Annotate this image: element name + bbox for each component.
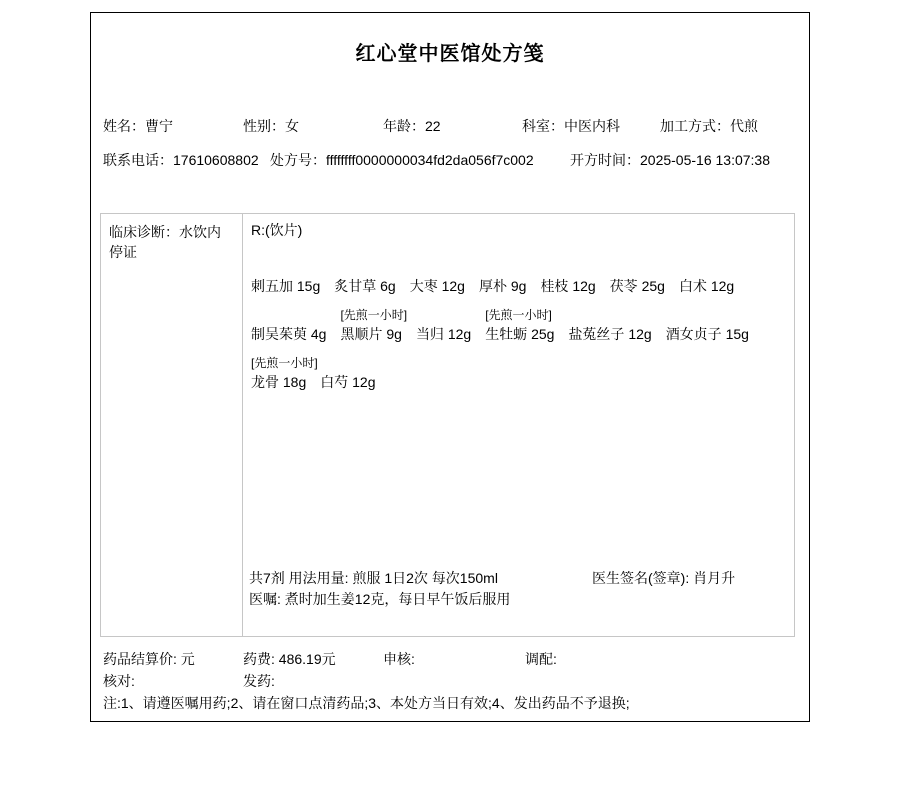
patient-name-field: 姓名：曹宁 <box>103 118 173 134</box>
settlement-price-field: 药品结算价: 元 <box>103 651 195 667</box>
herb-line-1 <box>251 278 786 295</box>
rx-header: R:(饮片) <box>251 222 303 238</box>
herb-text: 制吴茱萸 4g <box>251 326 327 342</box>
herb-item <box>340 307 408 343</box>
prescription-table <box>100 213 795 637</box>
prepare-field: 调配: <box>525 651 557 667</box>
herb-item: 桂枝 12g <box>540 278 596 294</box>
herb-text: 白芍 12g <box>320 374 376 390</box>
patient-department-field: 科室：中医内科 <box>522 118 620 134</box>
prescription-number-field: 处方号：ffffffff0000000034fd2da056f7c002 <box>270 152 534 168</box>
prescription-time-field: 开方时间：2025-05-16 13:07:38 <box>570 152 770 168</box>
herb-item <box>485 307 554 343</box>
doctor-signature: 医生签名(签章): 肖月升 <box>592 570 736 586</box>
usage-line: 共7剂 用法用量: 煎服 1日2次 每次150ml <box>249 570 498 586</box>
herb-item <box>416 307 471 343</box>
patient-age-field: 年龄：22 <box>383 118 441 134</box>
herb-item: 白术 12g <box>678 278 735 294</box>
herb-item: 炙甘草 6g <box>334 278 396 294</box>
prescription-title: 红心堂中医馆处方笺 <box>355 43 545 65</box>
check-field: 核对: <box>103 673 135 689</box>
footer-note: 注:1、请遵医嘱用药;2、请在窗口点清药品;3、本处方当日有效;4、发出药品不予退换; <box>103 695 630 711</box>
herb-text: 龙骨 18g <box>251 374 307 390</box>
herb-item <box>568 307 651 343</box>
prescription-sheet <box>90 12 810 722</box>
usage-row <box>249 568 786 589</box>
herb-text: 盐菟丝子 12g <box>568 326 652 342</box>
usage-block <box>249 568 786 610</box>
herb-text: 黑顺片 9g <box>340 326 402 342</box>
herb-item <box>251 355 318 391</box>
herb-text: 生牡蛎 25g <box>485 326 555 342</box>
herb-note: [先煎一小时] <box>251 356 318 370</box>
herb-item: 茯苓 25g <box>609 278 665 294</box>
issue-field: 发药: <box>243 673 275 689</box>
patient-phone-field: 联系电话：17610608802 <box>103 152 259 168</box>
rx-cell <box>243 214 794 636</box>
herb-line-3 <box>251 355 786 391</box>
herb-area <box>251 278 786 391</box>
herb-item: 刺五加 15g <box>251 278 321 294</box>
herb-text: 当归 12g <box>415 326 472 342</box>
doctor-advice: 医嘱: 煮时加生姜12克，每日早午饭后服用 <box>249 591 511 607</box>
herb-item: 厚朴 9g <box>478 278 527 294</box>
patient-processing-field: 加工方式：代煎 <box>660 118 758 134</box>
herb-item: 大枣 12g <box>409 278 465 294</box>
patient-gender-field: 性别：女 <box>243 118 299 134</box>
herb-item <box>251 307 326 343</box>
herb-line-2 <box>251 307 786 343</box>
herb-item <box>320 355 375 391</box>
herb-note: [先煎一小时] <box>485 308 552 322</box>
herb-item <box>666 307 749 343</box>
herb-note: [先煎一小时] <box>340 308 408 322</box>
review-field: 申核: <box>383 651 415 667</box>
fee-field: 药费: 486.19元 <box>243 651 336 667</box>
diagnosis-cell: 临床诊断：水饮内停证 <box>101 214 243 636</box>
herb-text: 酒女贞子 15g <box>665 326 749 342</box>
